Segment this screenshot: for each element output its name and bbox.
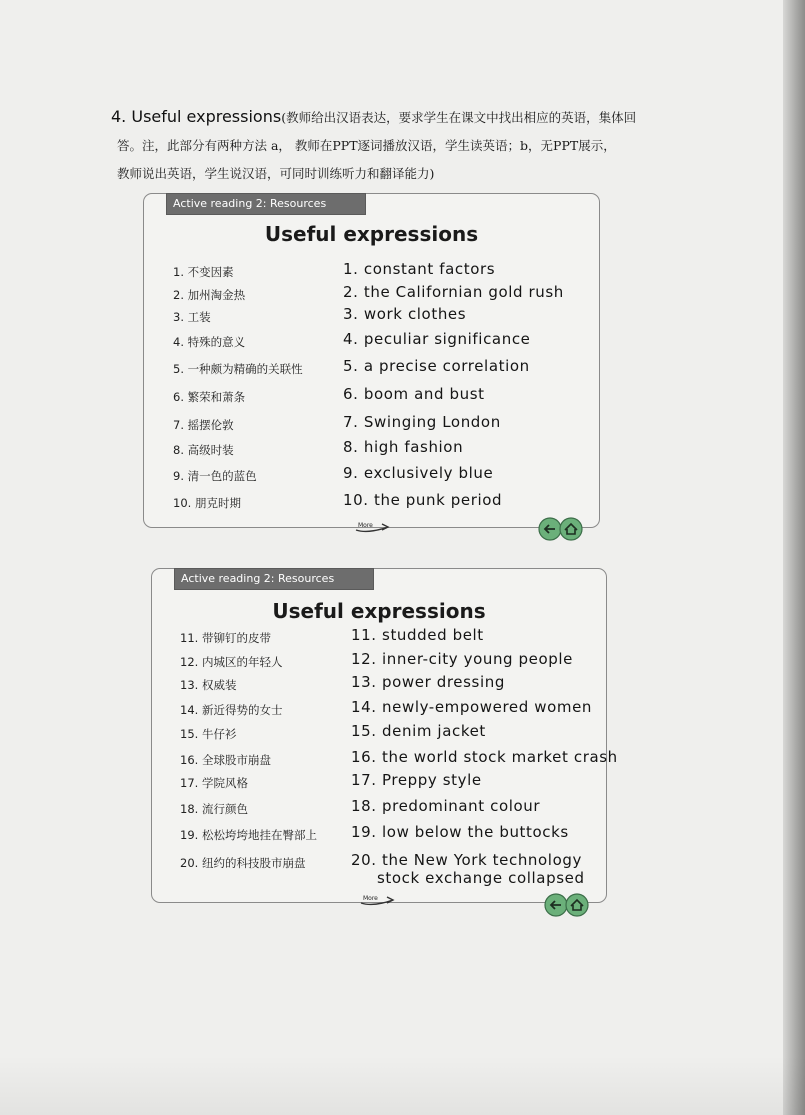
nav-buttons[interactable]: [538, 516, 586, 542]
english-term: 4. peculiar significance: [343, 330, 531, 348]
chinese-term: 7. 摇摆伦敦: [173, 418, 234, 432]
chinese-term: 15. 牛仔衫: [180, 727, 237, 741]
chinese-term: 9. 清一色的蓝色: [173, 469, 257, 483]
english-term: 14. newly-empowered women: [351, 698, 593, 716]
english-term: 17. Preppy style: [351, 771, 482, 789]
section-note-line2: 答。注，此部分有两种方法 a， 教师在PPT逐词播放汉语，学生读英语；b，无PPT展示，: [117, 138, 616, 153]
english-term-line1: 20. the New York technology: [351, 851, 582, 869]
list-item: [144, 491, 599, 515]
list-item: [144, 438, 599, 462]
english-term: 1. constant factors: [343, 260, 496, 278]
english-term: 13. power dressing: [351, 673, 505, 691]
list-item: [144, 305, 599, 329]
list-item: [152, 673, 606, 697]
list-item: [144, 413, 599, 437]
english-term: 5. a precise correlation: [343, 357, 530, 375]
chinese-term: 4. 特殊的意义: [173, 335, 246, 349]
slide-card-2: [151, 568, 618, 903]
list-item: [152, 851, 606, 891]
chinese-term: 1. 不变因素: [173, 265, 234, 279]
english-term: [351, 851, 585, 887]
section-title: 4. Useful expressions: [111, 107, 282, 126]
english-term: 8. high fashion: [343, 438, 464, 456]
english-term: 9. exclusively blue: [343, 464, 494, 482]
chinese-term: 13. 权威装: [180, 678, 237, 692]
chinese-term: 8. 高级时装: [173, 443, 234, 457]
nav-buttons[interactable]: [544, 892, 592, 918]
slide-title: Useful expressions: [264, 222, 479, 246]
section-note-line1: (教师给出汉语表达，要求学生在课文中找出相应的英语，集体回: [281, 110, 637, 125]
chinese-term: 17. 学院风格: [180, 776, 248, 790]
chinese-term: 11. 带铆钉的皮带: [180, 631, 271, 645]
home-button: [566, 894, 588, 916]
chinese-term: 3. 工装: [173, 310, 211, 324]
more-label: More: [363, 895, 378, 902]
chinese-term: 12. 内城区的年轻人: [180, 655, 283, 669]
list-item: [152, 698, 606, 722]
chinese-term: 2. 加州淘金热: [173, 288, 246, 302]
slide-tag: Active reading 2: Resources: [166, 193, 366, 215]
scan-edge-shadow: [783, 0, 805, 1115]
english-term-line2: stock exchange collapsed: [377, 869, 585, 887]
english-term: 16. the world stock market crash: [351, 748, 618, 766]
more-arrow-icon[interactable]: [354, 518, 390, 534]
english-term: 6. boom and bust: [343, 385, 485, 403]
list-item: [144, 283, 599, 307]
slide-card-1: [143, 193, 600, 528]
list-item: [152, 748, 618, 772]
slide-title: Useful expressions: [272, 599, 486, 623]
list-item: [144, 464, 599, 488]
chinese-term: 10. 朋克时期: [173, 496, 241, 510]
chinese-term: 6. 繁荣和萧条: [173, 390, 246, 404]
more-label: More: [358, 522, 373, 529]
chinese-term: 5. 一种颇为精确的关联性: [173, 362, 303, 376]
english-term: 12. inner-city young people: [351, 650, 573, 668]
section-heading: [111, 103, 701, 188]
english-term: 11. studded belt: [351, 626, 484, 644]
more-arrow-icon[interactable]: [359, 891, 395, 907]
english-term: 19. low below the buttocks: [351, 823, 569, 841]
english-term: 15. denim jacket: [351, 722, 486, 740]
english-term: 3. work clothes: [343, 305, 467, 323]
list-item: [144, 330, 599, 354]
english-term: 10. the punk period: [343, 491, 503, 509]
english-term: 2. the Californian gold rush: [343, 283, 564, 301]
list-item: [144, 357, 599, 381]
list-item: [152, 650, 606, 674]
english-term: 18. predominant colour: [351, 797, 541, 815]
list-item: [144, 385, 599, 409]
slide-tag: Active reading 2: Resources: [174, 568, 374, 590]
chinese-term: 16. 全球股市崩盘: [180, 753, 271, 767]
english-term: 7. Swinging London: [343, 413, 501, 431]
home-button: [560, 518, 582, 540]
list-item: [144, 260, 599, 284]
list-item: [152, 771, 606, 795]
chinese-term: 18. 流行颜色: [180, 802, 248, 816]
chinese-term: 14. 新近得势的女士: [180, 703, 283, 717]
list-item: [152, 823, 606, 847]
chinese-term: 20. 纽约的科技股市崩盘: [180, 856, 306, 870]
chinese-term: 19. 松松垮垮地挂在臀部上: [180, 828, 317, 842]
list-item: [152, 722, 606, 746]
list-item: [152, 626, 606, 650]
scan-bottom-shade: [0, 1055, 805, 1115]
list-item: [152, 797, 606, 821]
section-note-line3: 教师说出英语，学生说汉语，可同时训练听力和翻译能力): [117, 166, 435, 181]
